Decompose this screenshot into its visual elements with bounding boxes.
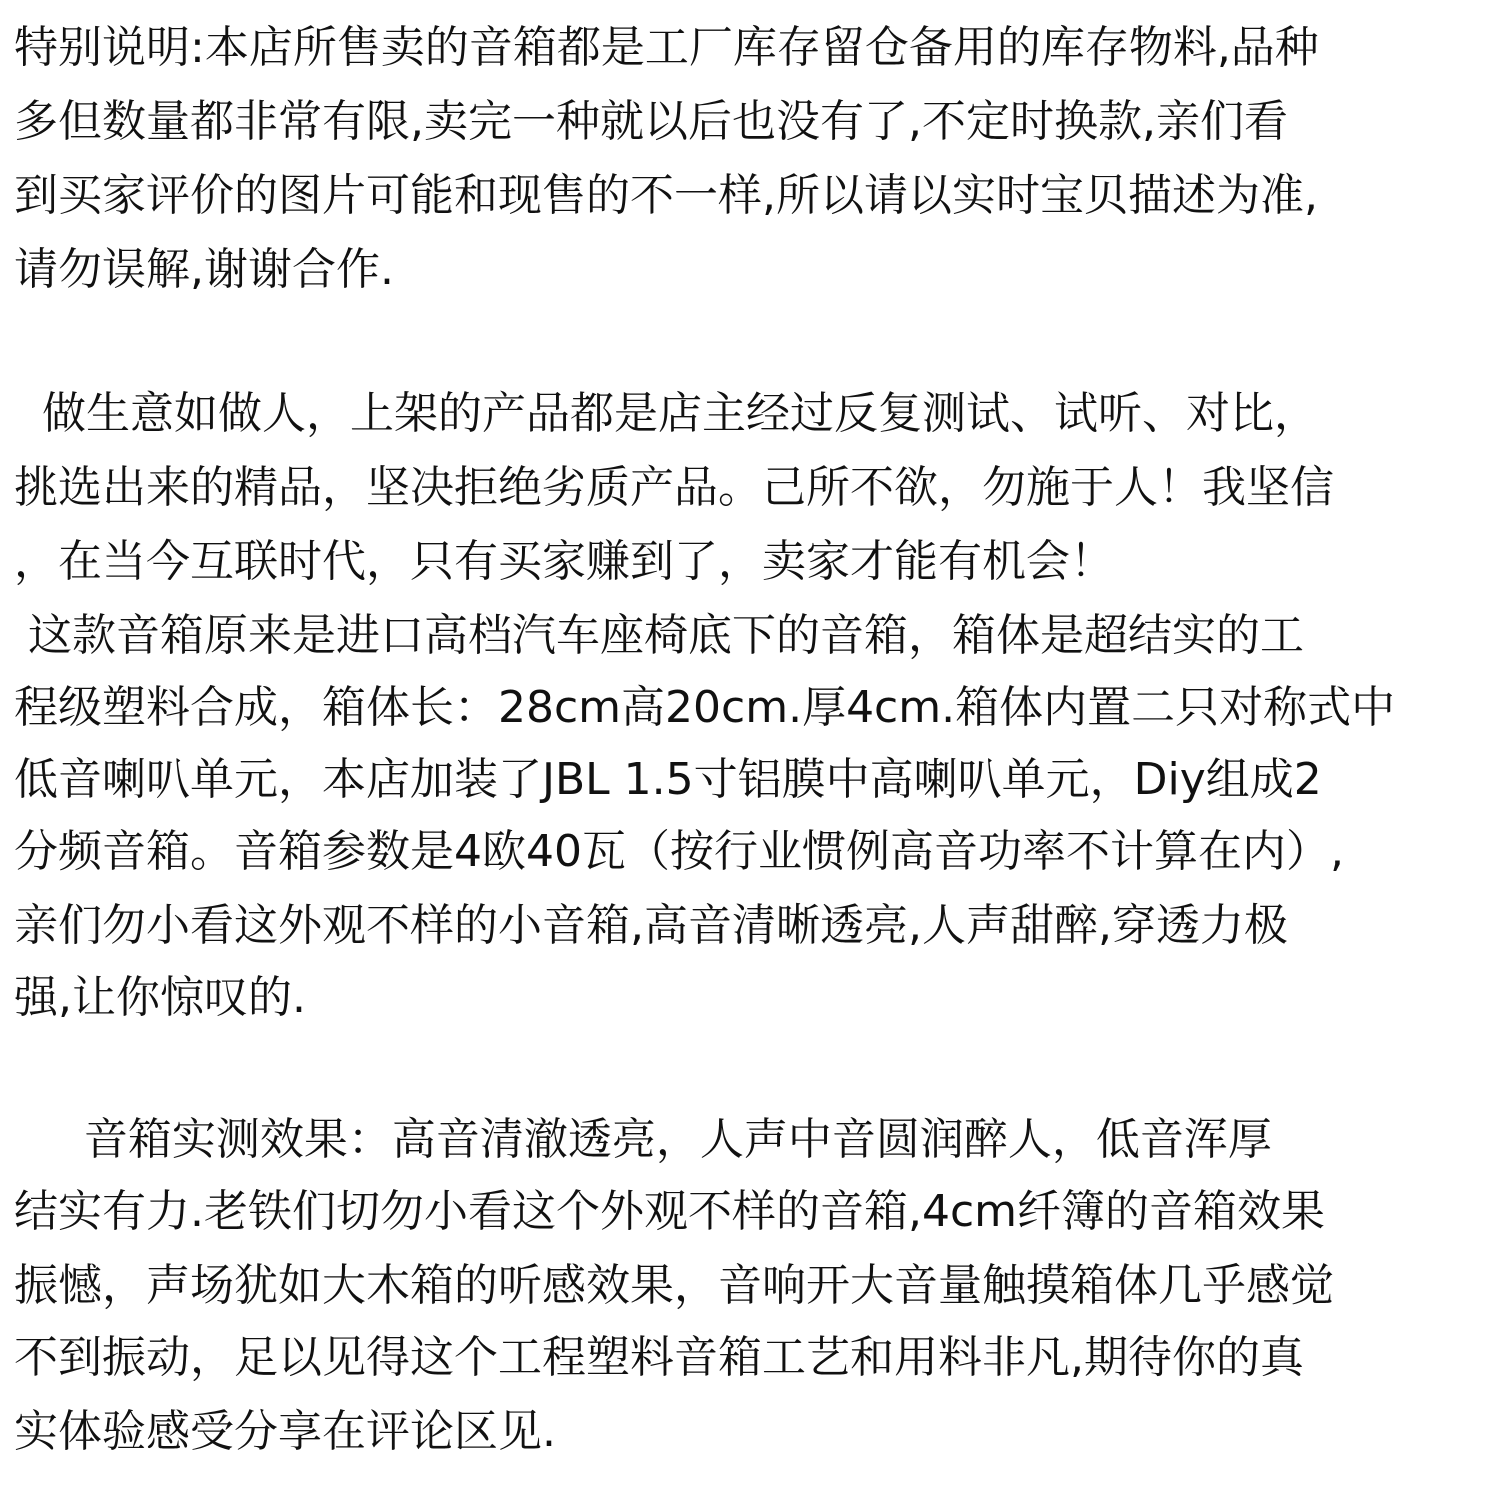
product-line-3: 低音喇叭单元，本店加装了JBL 1.5寸铝膜中高喇叭单元，Diy组成2 bbox=[14, 754, 1322, 805]
product-line-5: 亲们勿小看这外观不样的小音箱,高音清晰透亮,人声甜醉,穿透力极 bbox=[14, 900, 1288, 951]
notice-line-2: 多但数量都非常有限,卖完一种就以后也没有了,不定时换款,亲们看 bbox=[14, 96, 1288, 147]
test-effect-line-3: 振憾，声场犹如大木箱的听感效果，音响开大音量触摸箱体几乎感觉 bbox=[14, 1260, 1334, 1311]
intro-line-2: 挑选出来的精品，坚决拒绝劣质产品。己所不欲，勿施于人！我坚信 bbox=[14, 462, 1334, 513]
product-line-6: 强,让你惊叹的. bbox=[14, 972, 306, 1023]
notice-line-1: 特别说明:本店所售卖的音箱都是工厂库存留仓备用的库存物料,品种 bbox=[14, 22, 1319, 73]
product-line-4: 分频音箱。音箱参数是4欧40瓦（按行业惯例高音功率不计算在内）, bbox=[14, 826, 1344, 877]
product-line-1: 这款音箱原来是进口高档汽车座椅底下的音箱，箱体是超结实的工 bbox=[14, 610, 1304, 661]
notice-line-4: 请勿误解,谢谢合作. bbox=[14, 244, 394, 295]
test-effect-line-5: 实体验感受分享在评论区见. bbox=[14, 1406, 556, 1457]
intro-line-1: 做生意如做人，上架的产品都是店主经过反复测试、试听、对比， bbox=[14, 388, 1318, 439]
product-line-2: 程级塑料合成，箱体长：28cm高20cm.厚4cm.箱体内置二只对称式中 bbox=[14, 682, 1396, 733]
intro-line-3: ，在当今互联时代，只有买家赚到了，卖家才能有机会！ bbox=[14, 536, 1114, 587]
notice-line-3: 到买家评价的图片可能和现售的不一样,所以请以实时宝贝描述为准, bbox=[14, 170, 1318, 221]
test-effect-line-2: 结实有力.老铁们切勿小看这个外观不样的音箱,4cm纤簿的音箱效果 bbox=[14, 1186, 1326, 1237]
test-effect-line-4: 不到振动，足以见得这个工程塑料音箱工艺和用料非凡,期待你的真 bbox=[14, 1332, 1304, 1383]
test-effect-line-1: 音箱实测效果：高音清澈透亮，人声中音圆润醉人，低音浑厚 bbox=[14, 1114, 1272, 1165]
